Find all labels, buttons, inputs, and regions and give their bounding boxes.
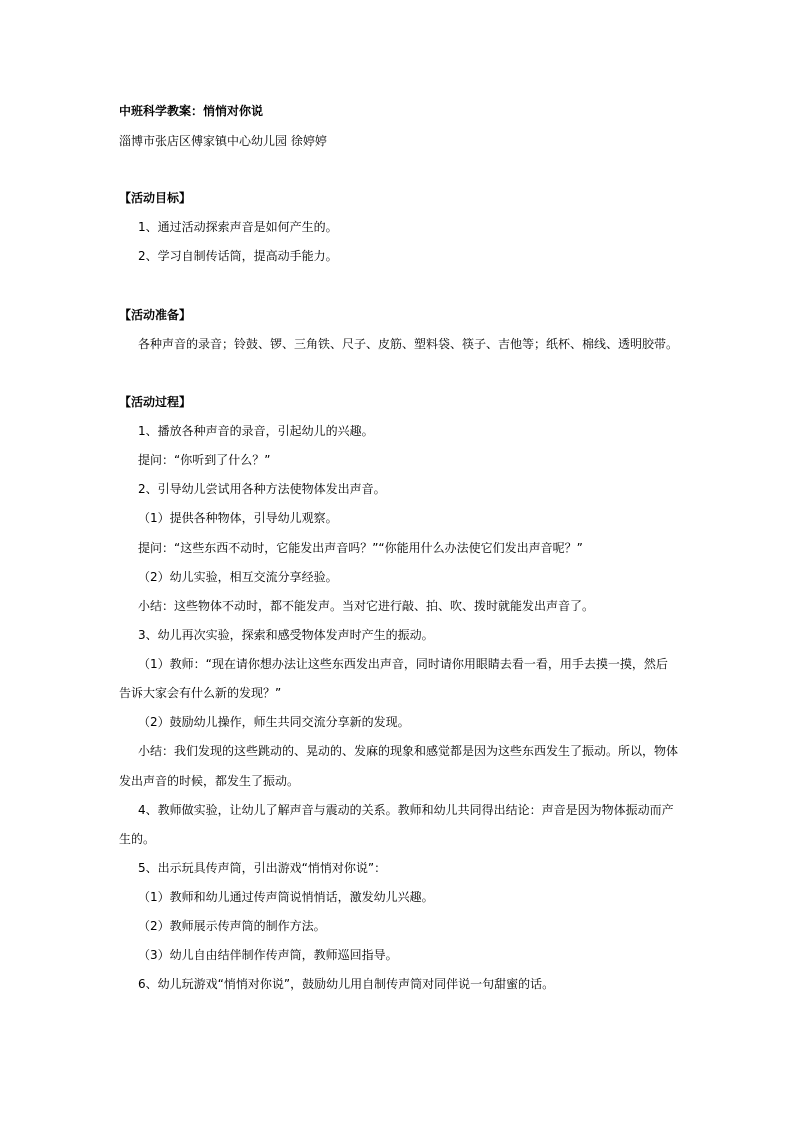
- process-line: 告诉大家会有什么新的发现？”: [119, 686, 282, 700]
- goal-item: 2、学习自制传话筒，提高动手能力。: [138, 249, 338, 263]
- process-line: 6、幼儿玩游戏“悄悄对你说”，鼓励幼儿用自制传声筒对同伴说一句甜蜜的话。: [138, 977, 555, 991]
- process-line: 小结：这些物体不动时，都不能发声。当对它进行敲、拍、吹、拨时就能发出声音了。: [138, 599, 595, 613]
- process-line: （1）教师：“现在请你想办法让这些东西发出声音，同时请你用眼睛去看一看，用手去摸一摸，然后: [138, 657, 668, 671]
- process-line: （2）幼儿实验，相互交流分享经验。: [138, 570, 338, 584]
- process-line: 3、幼儿再次实验，探索和感受物体发声时产生的振动。: [138, 628, 434, 642]
- process-line: （3）幼儿自由结伴制作传声筒，教师巡回指导。: [138, 948, 398, 962]
- goals-heading: 【活动目标】: [119, 191, 192, 205]
- process-heading: 【活动过程】: [119, 395, 192, 409]
- process-line: （2）鼓励幼儿操作，师生共同交流分享新的发现。: [138, 715, 410, 729]
- process-line: 2、引导幼儿尝试用各种方法使物体发出声音。: [138, 482, 386, 496]
- process-line: 1、播放各种声音的录音，引起幼儿的兴趣。: [138, 424, 374, 438]
- document-title: 中班科学教案：悄悄对你说: [119, 104, 264, 118]
- process-line: 小结：我们发现的这些跳动的、晃动的、发麻的现象和感觉都是因为这些东西发生了振动。所以，物体: [138, 744, 679, 758]
- process-line: （2）教师展示传声筒的制作方法。: [138, 919, 326, 933]
- process-line: 提问：“你听到了什么？”: [138, 453, 271, 467]
- process-line: （1）教师和幼儿通过传声筒说悄悄话，激发幼儿兴趣。: [138, 890, 434, 904]
- process-line: （1）提供各种物体，引导幼儿观察。: [138, 511, 338, 525]
- process-line: 5、出示玩具传声筒，引出游戏“悄悄对你说”：: [138, 861, 387, 875]
- prep-heading: 【活动准备】: [119, 308, 192, 322]
- process-line: 提问：“这些东西不动时，它能发出声音吗？”“你能用什么办法使它们发出声音呢？”: [138, 541, 583, 555]
- process-line: 生的。: [119, 832, 156, 846]
- process-line: 发出声音的时候，都发生了振动。: [119, 774, 300, 788]
- goal-item: 1、通过活动探索声音是如何产生的。: [138, 220, 338, 234]
- author-line: 淄博市张店区傅家镇中心幼儿园 徐婷婷: [119, 134, 327, 148]
- process-line: 4、教师做实验，让幼儿了解声音与震动的关系。教师和幼儿共同得出结论：声音是因为物体振动而产: [138, 803, 674, 817]
- prep-text: 各种声音的录音；铃鼓、锣、三角铁、尺子、皮筋、塑料袋、筷子、吉他等；纸杯、棉线、透明胶带。: [138, 337, 679, 351]
